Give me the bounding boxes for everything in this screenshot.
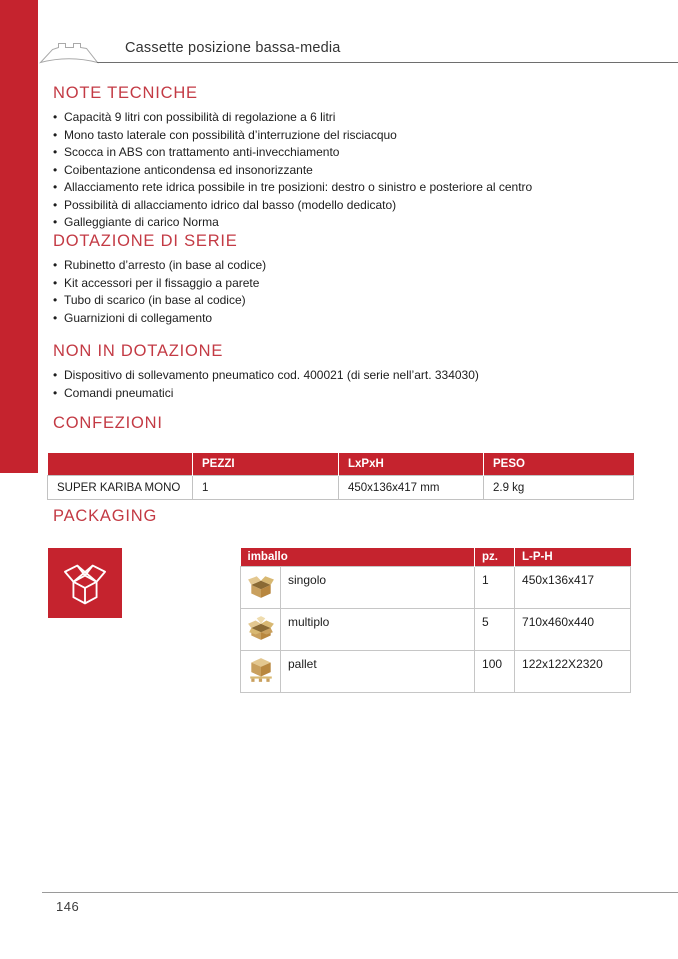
bullet-item: • Capacità 9 litri con possibilità di regolazione a 6 litri xyxy=(53,109,643,127)
pallet-icon xyxy=(241,651,281,693)
column-header-empty xyxy=(48,453,193,476)
pezzi-cell: 1 xyxy=(193,476,339,500)
table-row xyxy=(48,476,634,500)
left-accent-bar xyxy=(0,0,38,473)
table-row-singolo xyxy=(241,567,631,609)
packaging-badge xyxy=(48,548,122,618)
table-row-pallet xyxy=(241,651,631,693)
lph-cell: 710x460x440 xyxy=(515,609,631,651)
page-title: Cassette posizione bassa-media xyxy=(125,40,341,56)
product-profile-icon xyxy=(39,42,99,65)
product-name-cell: SUPER KARIBA MONO xyxy=(48,476,193,500)
bullet-item: • Comandi pneumatici xyxy=(53,385,643,403)
section-dotazione-di-serie xyxy=(53,232,643,327)
confezioni-table xyxy=(47,453,634,500)
column-header-lxpxh: LxPxH xyxy=(339,453,484,476)
bullet-list xyxy=(53,257,643,327)
bullet-item: • Tubo di scarico (in base al codice) xyxy=(53,292,643,310)
bullet-item: • Possibilità di allacciamento idrico dal basso (modello dedicato) xyxy=(53,197,643,215)
bullet-item: • Guarnizioni di collegamento xyxy=(53,310,643,328)
section-note-tecniche xyxy=(53,84,643,232)
section-heading: NON IN DOTAZIONE xyxy=(53,342,224,360)
section-heading-confezioni: CONFEZIONI xyxy=(53,414,163,432)
pz-cell: 5 xyxy=(475,609,515,651)
section-heading: NOTE TECNICHE xyxy=(53,84,198,102)
single-box-icon xyxy=(241,567,281,609)
column-header-pz: pz. xyxy=(475,548,515,567)
bullet-list xyxy=(53,109,643,232)
lph-cell: 122x122X2320 xyxy=(515,651,631,693)
section-non-in-dotazione xyxy=(53,342,643,402)
peso-cell: 2.9 kg xyxy=(484,476,634,500)
open-box-icon xyxy=(56,554,114,613)
imballo-label-cell: multiplo xyxy=(281,609,475,651)
bullet-item: • Allacciamento rete idrica possibile in tre posizioni: destro o sinistro e posteriore al centro xyxy=(53,179,643,197)
packaging-table xyxy=(240,548,631,693)
pz-cell: 1 xyxy=(475,567,515,609)
table-header-row xyxy=(48,453,634,476)
column-header-imballo: imballo xyxy=(241,548,475,567)
footer-divider xyxy=(42,892,678,893)
bullet-item: • Galleggiante di carico Norma xyxy=(53,214,643,232)
bullet-item: • Kit accessori per il fissaggio a parete xyxy=(53,275,643,293)
pz-cell: 100 xyxy=(475,651,515,693)
bullet-item: • Mono tasto laterale con possibilità d’interruzione del risciacquo xyxy=(53,127,643,145)
bullet-item: • Dispositivo di sollevamento pneumatico cod. 400021 (di serie nell’art. 334030) xyxy=(53,367,643,385)
bullet-item: • Rubinetto d’arresto (in base al codice) xyxy=(53,257,643,275)
imballo-label-cell: singolo xyxy=(281,567,475,609)
column-header-pezzi: PEZZI xyxy=(193,453,339,476)
bullet-item: • Scocca in ABS con trattamento anti-invecchiamento xyxy=(53,144,643,162)
multiple-box-icon xyxy=(241,609,281,651)
section-heading: DOTAZIONE DI SERIE xyxy=(53,232,238,250)
page-number: 146 xyxy=(56,899,80,914)
lxpxh-cell: 450x136x417 mm xyxy=(339,476,484,500)
bullet-list xyxy=(53,367,643,402)
column-header-lph: L-P-H xyxy=(515,548,631,567)
table-row-multiplo xyxy=(241,609,631,651)
table-header-row xyxy=(241,548,631,567)
bullet-item: • Coibentazione anticondensa ed insonorizzante xyxy=(53,162,643,180)
column-header-peso: PESO xyxy=(484,453,634,476)
section-heading-packaging: PACKAGING xyxy=(53,507,158,525)
lph-cell: 450x136x417 xyxy=(515,567,631,609)
imballo-label-cell: pallet xyxy=(281,651,475,693)
header-divider xyxy=(97,62,678,63)
